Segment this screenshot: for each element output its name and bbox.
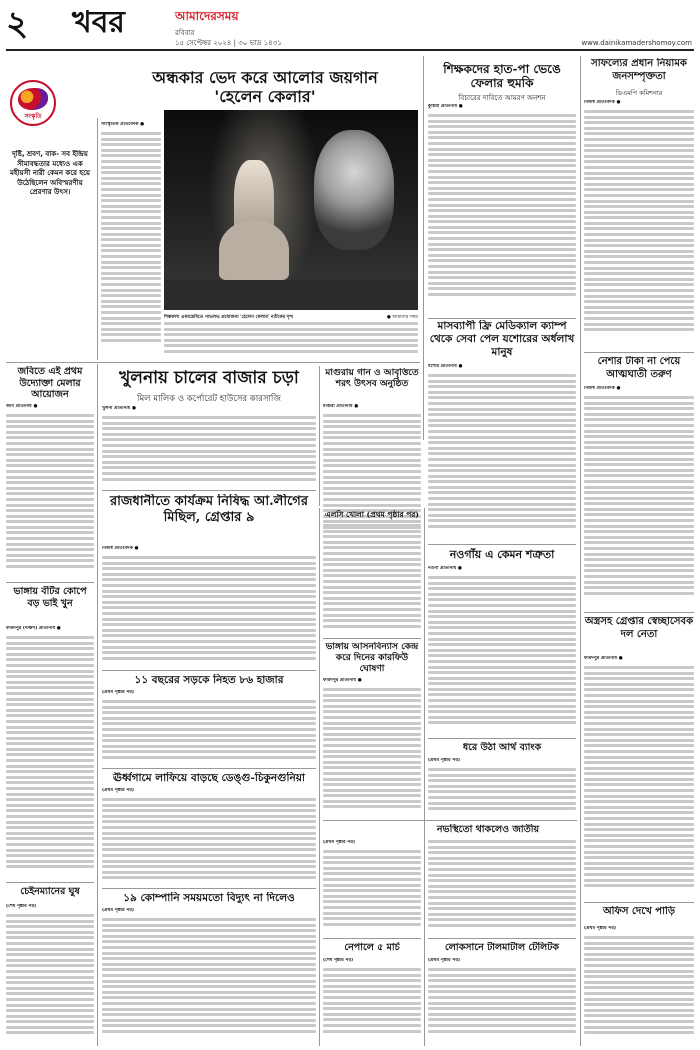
success-headline: সাফল্যের প্রধান নিয়ামক জনসম্পৃক্ততা [591, 58, 687, 82]
awami-headline: রাজধানীতে কার্যক্রম নিষিদ্ধ আ.লীগের মিছিল, গ্রেপ্তার ৯ [110, 494, 308, 525]
naogaon-byline: নওগাঁ প্রতিনিধি ● [428, 566, 462, 571]
nobody-headline: নভস্থিতো থাকলেও জাতীয় [436, 824, 540, 835]
newspaper-logo: আমাদেরসময় [175, 9, 239, 23]
rice-text [102, 406, 316, 488]
teachers-byline: কুষ্টিয়া প্রতিনিধি ● [428, 104, 463, 109]
poetry-headline: মাগুরায় গান ও আবৃত্তিতে শরৎ উৎসব অনুষ্ঠিত [325, 368, 419, 389]
nepal-text [323, 958, 421, 1044]
fair-headline: জবিতে এই প্রথম উদ্যোক্তা মেলার আয়োজন [17, 366, 83, 400]
teachers-headline: শিক্ষকদের হাত-পা ভেঙে ফেলার হুমকি [443, 62, 561, 90]
banks-text [428, 758, 576, 818]
curfew-byline: ফরিদপুর প্রতিনিধি ● [323, 678, 362, 683]
naogaon-headline: নওগাঁয় এ কেমন শত্রুতা [449, 548, 555, 561]
culture-text-col1 [101, 122, 161, 350]
fair-text [6, 404, 94, 580]
drug-text [584, 386, 694, 610]
poetry-byline: মাগুরা প্রতিনিধি ● [323, 404, 359, 409]
rice-byline: খুলনা প্রতিনিধি ● [102, 406, 136, 411]
stage-floor [164, 280, 418, 310]
chennai-text [6, 904, 94, 1044]
chennai-byline: (শেষ পৃষ্ঠার পর) [6, 904, 37, 909]
lc-headline: এলসি খোলা (প্রথম পৃষ্ঠার পর) [325, 510, 419, 519]
curfew-text [323, 678, 421, 818]
dengue-headline: ঊর্ধ্বগামে লাফিয়ে বাড়ছে ডেঙ্গু-চিকুনগুনিয়া [113, 772, 305, 784]
medical-byline: যশোর প্রতিনিধি ● [428, 364, 463, 369]
drug-headline: নেশার টাকা না পেয়ে আত্মঘাতী তরুণ [597, 356, 681, 380]
masthead-date: ১৫ সেপ্টেম্বর ২০২৪ | ৩০ ভাদ্র ১৪৩১ [175, 39, 282, 47]
culture-text-bottom [164, 322, 418, 356]
nobody-byline: (প্রথম পৃষ্ঠার পর) [323, 840, 355, 845]
office-text [584, 926, 694, 1044]
masthead-day: রবিবার [175, 29, 195, 37]
dengue-byline: (প্রথম পৃষ্ঠার পর) [102, 788, 134, 793]
poetry-text [323, 404, 421, 540]
success-text [584, 100, 694, 346]
office-headline: অফিস দেখে পাড়ি [603, 906, 675, 917]
performer-dress [219, 220, 289, 280]
masthead [0, 0, 700, 50]
culture-badge-label: সংস্কৃতি [24, 113, 42, 120]
accident-headline: ১১ বছরের সড়কে নিহত ৮৬ হাজার [134, 674, 284, 686]
page-number: ২ [6, 4, 29, 44]
medical-headline: মাসব্যাপী ফ্রি মেডিক্যাল ক্যাম্প থেকে সেবা পেল যশোরের অর্ধলাখ মানুষ [429, 320, 575, 358]
dengue-text [102, 788, 316, 886]
arms-headline: অস্ত্রসহ গ্রেপ্তার স্বেচ্ছাসেবক দল নেতা [584, 616, 694, 640]
fair-byline: জবি প্রতিনিধি ● [6, 404, 38, 409]
power-headline: ১৯ কোম্পানি সময়মতো বিদ্যুৎ না দিলেও [123, 892, 295, 904]
culture-headline: অন্ধকার ভেদ করে আলোর জয়গান 'হেলেন কেলার' [152, 68, 378, 106]
drug-byline: নিজস্ব প্রতিবেদক ● [584, 386, 621, 391]
power-text [102, 908, 316, 1044]
nobody-text-right [428, 840, 576, 936]
bhanga-headline: ভাঙ্গায় বঁটির কোপে বড় ভাই খুন [13, 586, 87, 609]
nepal-byline: (শেষ পৃষ্ঠার পর) [323, 958, 354, 963]
losses-text [428, 958, 576, 1044]
arms-text [584, 656, 694, 900]
naogaon-text [428, 566, 576, 736]
masthead-rule [6, 49, 694, 51]
paint-splash-icon [18, 88, 48, 110]
chennai-headline: চেইনম্যানের ঘুষ [20, 886, 80, 897]
curfew-headline: ভাঙ্গায় আসনবিন্যাস কেন্দ্র করে দিনের কারফিউ ঘোষণা [325, 642, 419, 674]
awami-byline: নিজস্ব প্রতিবেদক ● [102, 546, 139, 551]
rice-headline: খুলনায় চালের বাজার চড়া [119, 368, 299, 388]
accident-text [102, 690, 316, 766]
banks-headline: ধরে উঠা আর্থ ব্যাংক [462, 742, 542, 753]
success-author: ডিএমপি কমিশনার [615, 89, 663, 97]
tagore-portrait [314, 130, 394, 250]
teachers-text [428, 104, 576, 310]
nepal-headline: নেপালে ৫ মার্চ [344, 942, 400, 953]
nobody-text [323, 840, 421, 936]
awami-text [102, 546, 316, 668]
website-link[interactable]: www.dainikamadershomoy.com [581, 39, 692, 47]
arms-byline: ফরিদপুর প্রতিনিধি ● [584, 656, 623, 661]
teachers-subhead: বিচারের দাবিতে আমরণ অনশন [458, 94, 546, 102]
culture-badge [10, 80, 56, 126]
bhanga-byline: ফরিদপুর (দক্ষিণ) প্রতিনিধি ● [6, 626, 61, 631]
medical-text [428, 364, 576, 542]
section-title: খবর [72, 5, 125, 40]
rice-subhead: মিল মালিক ও কর্পোরেট হাউসের কারসাজি [137, 394, 281, 404]
culture-byline: সাংস্কৃতিক প্রতিবেদক ● [101, 122, 145, 127]
accident-byline: (প্রথম পৃষ্ঠার পর) [102, 690, 134, 695]
success-byline: নিজস্ব প্রতিবেদক ● [584, 100, 621, 105]
culture-pull-quote: দৃষ্টি, শ্রবণ, বাক- সব ইন্দ্রিয় সীমাবদ্ধতার মধ্যেও এক মহীয়সী নারী কেমন করে হয়ে উঠেছিলেন অবিস্মরণীয় প্রেরণার উৎস। [9, 150, 91, 197]
losses-byline: (প্রথম পৃষ্ঠার পর) [428, 958, 460, 963]
losses-headline: লোকসানে টালমাটাল টেলিটক [444, 942, 560, 953]
bhanga-text [6, 626, 94, 880]
culture-photo-caption: শিল্পকলা একাডেমিতে পাভলভ প্রযোজনা 'হেলেন কেলার' নাটকের দৃশ্য [164, 315, 294, 320]
office-byline: (প্রথম পৃষ্ঠার পর) [584, 926, 616, 931]
banks-byline: (প্রথম পৃষ্ঠার পর) [428, 758, 460, 763]
power-byline: (প্রথম পৃষ্ঠার পর) [102, 908, 134, 913]
culture-photo-credit: ● আমাদের সময় [386, 315, 418, 320]
culture-photo [164, 110, 418, 310]
lc-text [323, 524, 421, 634]
